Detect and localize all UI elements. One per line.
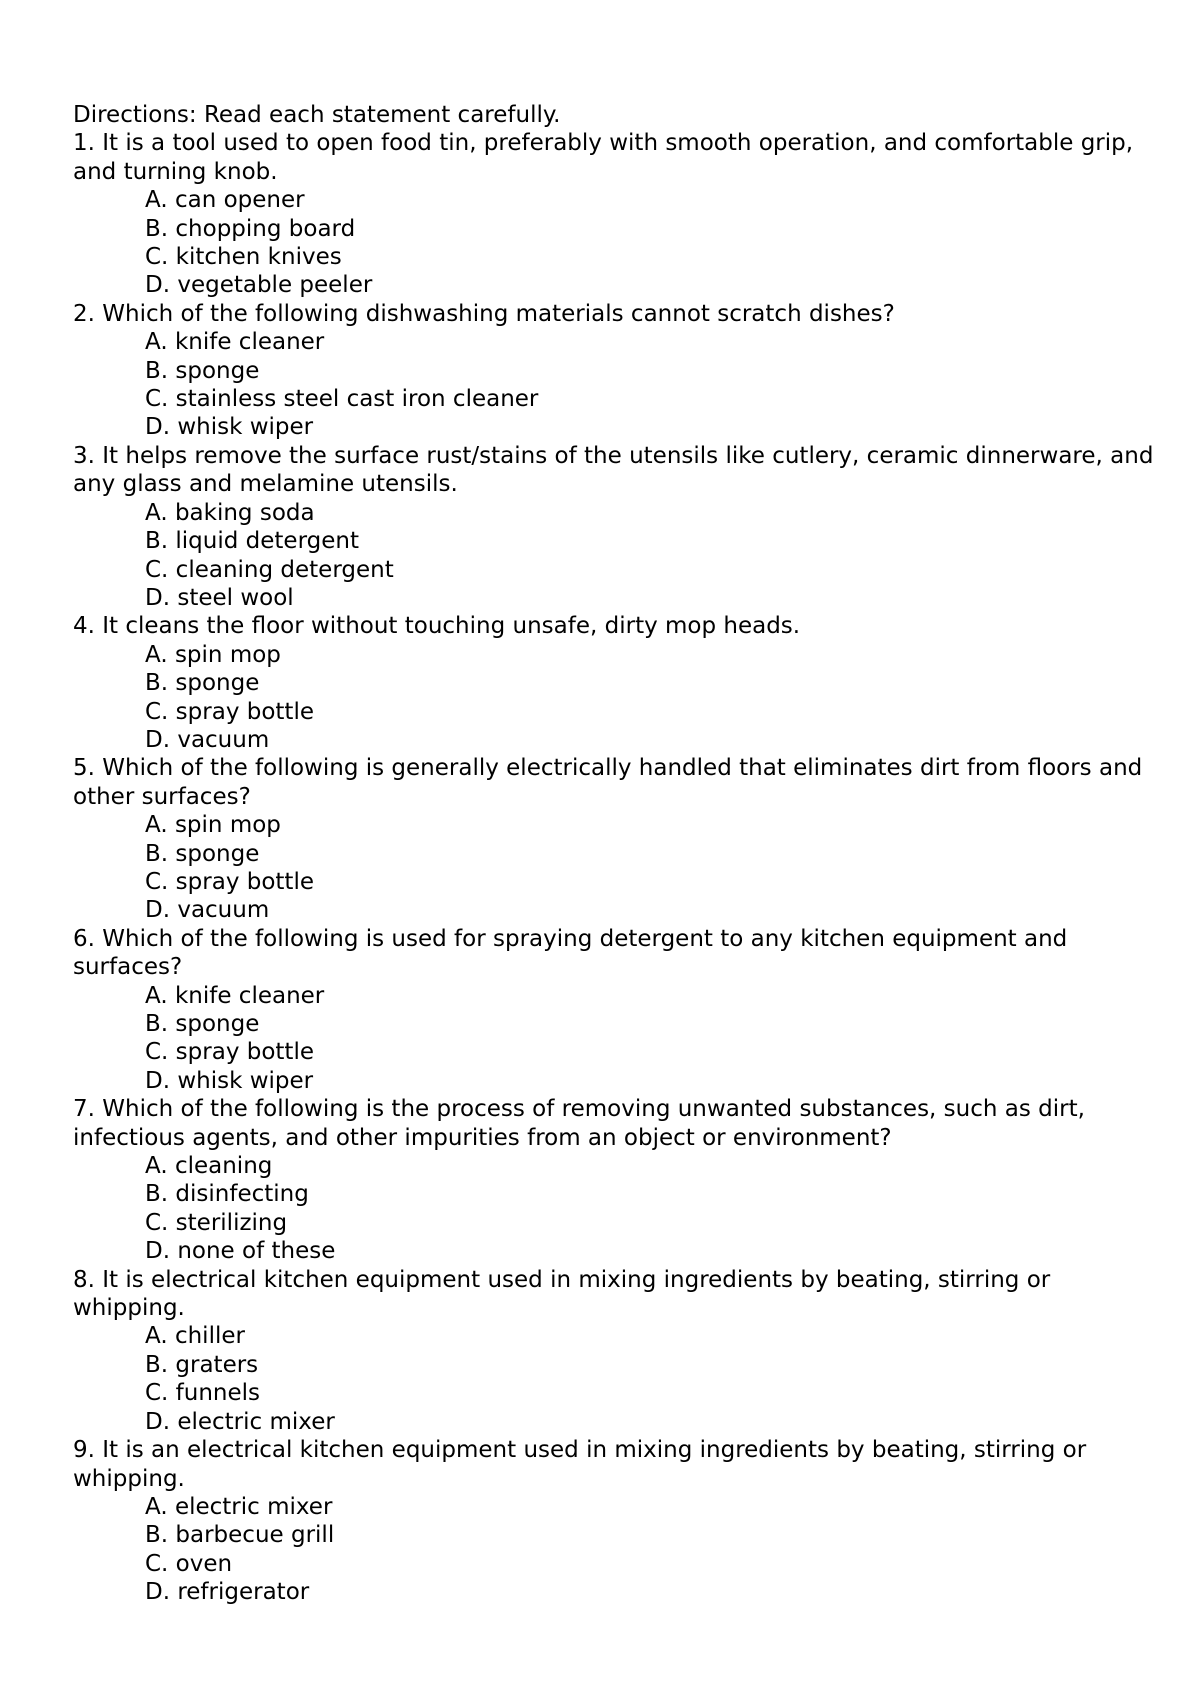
option-b: B. barbecue grill (145, 1522, 335, 1549)
question-text: 2. Which of the following dishwashing materials cannot scratch dishes? (73, 300, 895, 327)
option-c: C. cleaning detergent (145, 556, 394, 583)
option-b: B. sponge (145, 840, 260, 867)
option-b: B. sponge (145, 1011, 260, 1037)
option-d: D. whisk wiper (145, 414, 314, 441)
question-3 (73, 442, 1163, 612)
question-4 (73, 612, 1163, 754)
option-a: A. electric mixer (145, 1493, 333, 1520)
option-c: C. spray bottle (145, 1039, 314, 1066)
question-8 (73, 1266, 1163, 1436)
option-a: A. cleaning (145, 1153, 273, 1180)
question-1 (73, 129, 1163, 299)
option-c: C. spray bottle (145, 868, 314, 895)
option-d: D. steel wool (145, 584, 294, 611)
question-text: 9. It is an electrical kitchen equipment used in mixing ingredients by beating, stirring or whipping. (73, 1437, 1087, 1492)
question-text: 4. It cleans the floor without touching unsafe, dirty mop heads. (73, 613, 801, 640)
option-d: D. vegetable peeler (145, 272, 373, 299)
question-text: 8. It is electrical kitchen equipment used in mixing ingredients by beating, stirring or whipping. (73, 1266, 1051, 1322)
option-d: D. refrigerator (145, 1579, 310, 1606)
question-text: 5. Which of the following is generally electrically handled that eliminates dirt from floors and other surfaces? (73, 755, 1143, 810)
option-b: B. disinfecting (145, 1181, 309, 1208)
option-c: C. stainless steel cast iron cleaner (145, 386, 539, 413)
question-5 (73, 754, 1163, 924)
option-c: C. spray bottle (145, 698, 314, 725)
option-a: A. knife cleaner (145, 329, 325, 356)
option-a: A. knife cleaner (145, 982, 325, 1009)
option-c: C. kitchen knives (145, 244, 342, 271)
option-b: B. chopping board (145, 215, 356, 242)
option-c: C. sterilizing (145, 1209, 288, 1236)
question-2 (73, 300, 1163, 442)
directions-text: Directions: Read each statement carefully. (73, 102, 561, 128)
question-text: 3. It helps remove the surface rust/stains of the utensils like cutlery, ceramic dinnerware, and any glass and melamine utensils. (73, 442, 1154, 498)
quiz-document (73, 101, 1163, 1607)
option-c: C. oven (145, 1550, 233, 1577)
option-a: A. can opener (145, 187, 305, 214)
option-d: D. vacuum (145, 897, 270, 924)
option-b: B. sponge (145, 357, 260, 384)
option-a: A. spin mop (145, 812, 281, 839)
question-text: 1. It is a tool used to open food tin, preferably with smooth operation, and comfortable grip, and turning knob. (73, 130, 1134, 185)
question-9 (73, 1436, 1163, 1606)
option-d: D. none of these (145, 1238, 336, 1265)
option-b: B. graters (145, 1351, 259, 1378)
option-c: C. funnels (145, 1380, 261, 1407)
option-a: A. baking soda (145, 499, 315, 526)
option-d: D. whisk wiper (145, 1067, 314, 1094)
question-text: 7. Which of the following is the process of removing unwanted substances, such as dirt, infectious agents, and other impurities from an object or environment? (73, 1096, 1085, 1151)
option-a: A. chiller (145, 1323, 245, 1350)
option-d: D. vacuum (145, 726, 270, 753)
option-d: D. electric mixer (145, 1408, 335, 1435)
option-b: B. liquid detergent (145, 528, 359, 555)
option-a: A. spin mop (145, 641, 281, 668)
question-6 (73, 925, 1163, 1095)
question-text: 6. Which of the following is used for spraying detergent to any kitchen equipment and surfaces? (73, 925, 1068, 981)
question-7 (73, 1095, 1163, 1265)
option-b: B. sponge (145, 670, 260, 697)
